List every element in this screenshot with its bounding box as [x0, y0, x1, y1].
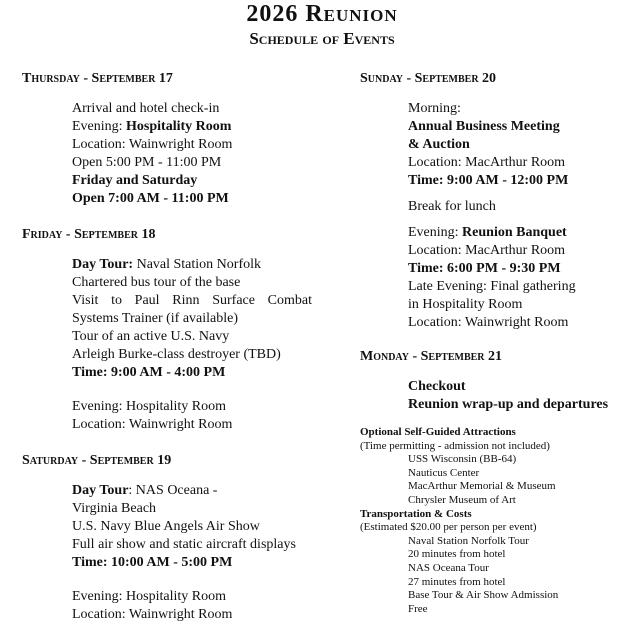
- list-item: Base Tour & Air Show Admission: [408, 589, 559, 602]
- day-heading: Monday - September 21: [360, 349, 503, 364]
- detail-line: Chartered bus tour of the base: [72, 275, 241, 290]
- list-item: 20 minutes from hotel: [408, 548, 506, 561]
- day-monday: [360, 348, 642, 414]
- list-item: 27 minutes from hotel: [408, 575, 506, 588]
- detail-line: Tour of an active U.S. Navy: [72, 329, 230, 344]
- break-line: Break for lunch: [408, 199, 496, 214]
- evening-value: Hospitality Room: [126, 119, 232, 134]
- location-line: Location: MacArthur Room: [408, 243, 566, 258]
- evening-line: [72, 118, 322, 136]
- evening-value: Reunion Banquet: [462, 225, 567, 240]
- list-item: Chrysler Museum of Art: [408, 493, 516, 506]
- detail-line: Virginia Beach: [72, 501, 157, 516]
- day-details: [360, 100, 642, 332]
- day-sunday: [360, 70, 642, 332]
- location-line: Location: Wainwright Room: [72, 417, 233, 432]
- fri-sat-line: Friday and Saturday: [72, 173, 198, 188]
- tour-line: [72, 256, 322, 274]
- attractions-heading: Optional Self-Guided Attractions: [360, 426, 516, 438]
- day-friday: [22, 226, 322, 434]
- right-column: [360, 70, 642, 616]
- list-item: NAS Oceana Tour: [408, 561, 489, 574]
- left-column: [22, 70, 322, 632]
- tour-value: Naval Station Norfolk: [133, 257, 261, 272]
- time-line: Time: 9:00 AM - 12:00 PM: [408, 173, 569, 188]
- attractions-note: (Time permitting - admission not included): [360, 439, 550, 452]
- evening-line: Evening: Hospitality Room: [72, 399, 226, 414]
- time-line: Time: 10:00 AM - 5:00 PM: [72, 555, 233, 570]
- evening-label: Evening:: [408, 225, 463, 240]
- page-subtitle: Schedule of Events: [249, 29, 395, 48]
- transport-note: (Estimated $20.00 per person per event): [360, 521, 537, 534]
- page-title: 2026 Reunion: [246, 1, 398, 27]
- day-heading: Friday - September 18: [22, 227, 156, 242]
- day-heading: Saturday - September 19: [22, 453, 172, 468]
- location-line: Location: Wainwright Room: [72, 607, 233, 622]
- list-item: MacArthur Memorial & Museum: [408, 480, 556, 493]
- tour-label: Day Tour:: [72, 257, 134, 272]
- day-saturday: [22, 452, 322, 624]
- evening-line: [408, 224, 642, 242]
- day-details: [22, 256, 322, 434]
- day-details: [22, 482, 322, 624]
- detail-line: U.S. Navy Blue Angels Air Show: [72, 519, 260, 534]
- tour-label: Day Tour: [72, 483, 129, 498]
- evening-line: Evening: Hospitality Room: [72, 589, 226, 604]
- page-header: [0, 0, 644, 50]
- list-item: Nauticus Center: [408, 466, 480, 479]
- late-evening-line: Late Evening: Final gathering: [408, 279, 576, 294]
- detail-line: Full air show and static aircraft displays: [72, 537, 296, 552]
- day-heading: Sunday - September 20: [360, 71, 497, 86]
- location-line: Location: Wainwright Room: [408, 315, 569, 330]
- list-item: Naval Station Norfolk Tour: [408, 534, 529, 547]
- wrapup-line: Reunion wrap-up and departures: [408, 397, 609, 412]
- checkout-line: Checkout: [408, 379, 466, 394]
- evening-label: Evening:: [72, 119, 127, 134]
- day-details: [360, 378, 642, 414]
- open-hours-line: Open 5:00 PM - 11:00 PM: [72, 155, 222, 170]
- arrival-line: Arrival and hotel check-in: [72, 101, 220, 116]
- day-thursday: [22, 70, 322, 208]
- list-item: Free: [408, 602, 428, 615]
- transport-heading: Transportation & Costs: [360, 507, 472, 520]
- detail-line: Systems Trainer (if available): [72, 311, 239, 326]
- detail-line: Visit to Paul Rinn Surface Combat: [72, 293, 312, 308]
- time-line: Time: 9:00 AM - 4:00 PM: [72, 365, 226, 380]
- fri-sat-hours-line: Open 7:00 AM - 11:00 PM: [72, 191, 229, 206]
- location-line: Location: MacArthur Room: [408, 155, 566, 170]
- time-line: Time: 6:00 PM - 9:30 PM: [408, 261, 561, 276]
- late-evening-line: in Hospitality Room: [408, 297, 523, 312]
- detail-line: Arleigh Burke-class destroyer (TBD): [72, 347, 281, 362]
- day-heading: Thursday - September 17: [22, 71, 173, 86]
- morning-line: Morning:: [408, 101, 461, 116]
- tour-line: [72, 482, 322, 500]
- tour-value: : NAS Oceana -: [128, 483, 218, 498]
- location-line: Location: Wainwright Room: [72, 137, 233, 152]
- meeting-line: Annual Business Meeting: [408, 119, 560, 134]
- meeting-line: & Auction: [408, 137, 470, 152]
- attractions-block: [360, 426, 642, 616]
- day-details: [22, 100, 322, 208]
- list-item: USS Wisconsin (BB-64): [408, 453, 517, 466]
